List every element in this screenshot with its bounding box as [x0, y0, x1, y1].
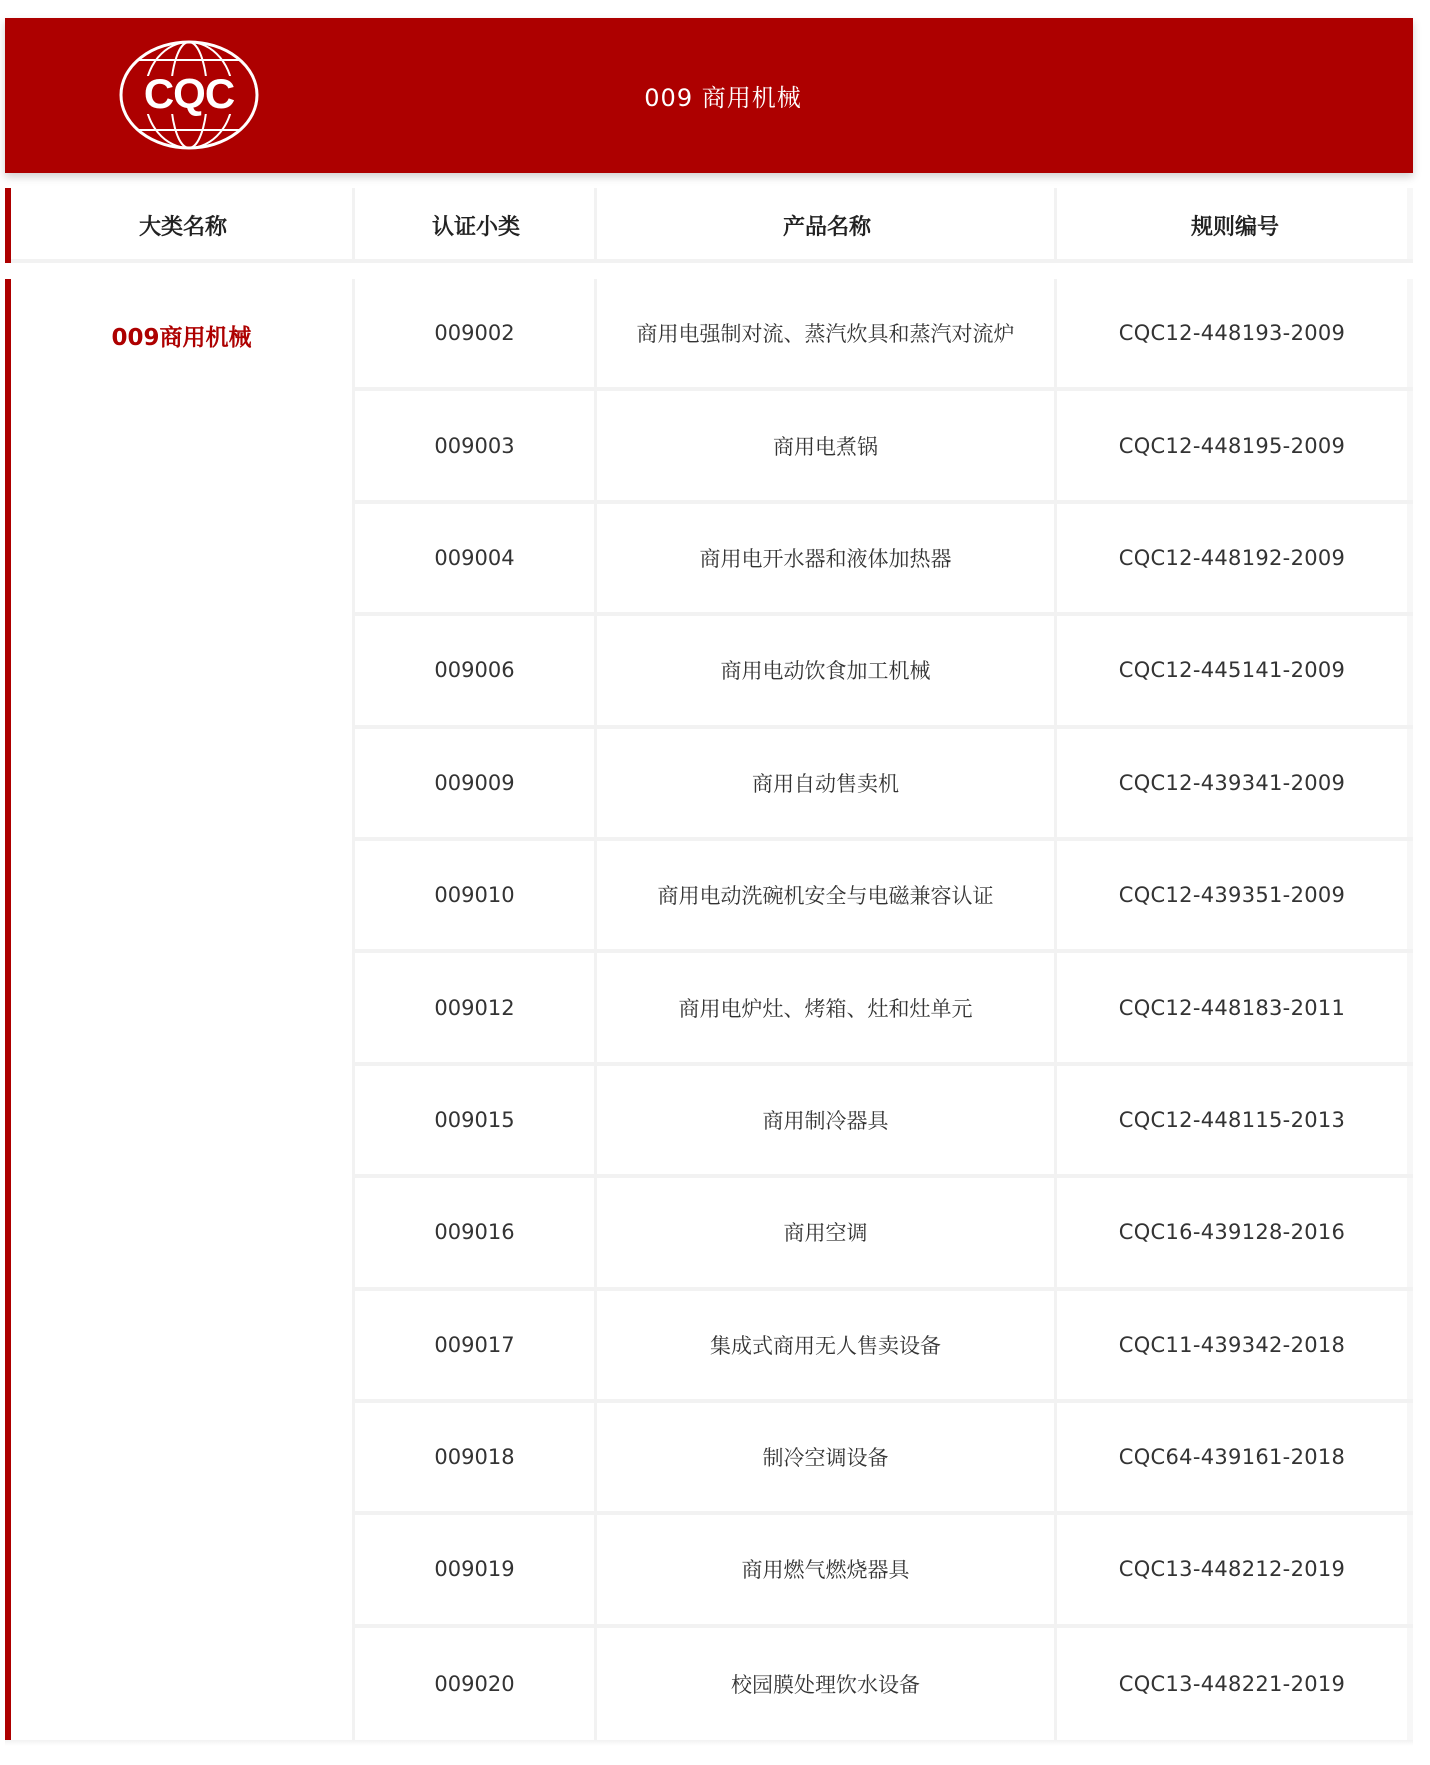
rule-number: CQC12-439341-2009	[1057, 729, 1413, 837]
rows-container	[355, 279, 1413, 1740]
table-row	[355, 1291, 1413, 1403]
header-category: 大类名称	[11, 188, 355, 263]
table-header	[5, 188, 1413, 263]
table-row	[355, 1403, 1413, 1515]
subcategory-code: 009009	[355, 729, 597, 837]
product-name: 商用电煮锅	[597, 391, 1057, 499]
product-name: 商用电开水器和液体加热器	[597, 504, 1057, 612]
product-name: 商用制冷器具	[597, 1066, 1057, 1174]
rule-number: CQC12-448183-2011	[1057, 953, 1413, 1061]
table-bottom-edge	[5, 1740, 1413, 1746]
svg-text:CQC: CQC	[143, 70, 235, 117]
product-name: 制冷空调设备	[597, 1403, 1057, 1511]
header-subcategory: 认证小类	[355, 188, 597, 263]
rule-number: CQC12-439351-2009	[1057, 841, 1413, 949]
rule-number: CQC12-448192-2009	[1057, 504, 1413, 612]
table-row	[355, 616, 1413, 728]
rule-number: CQC12-448115-2013	[1057, 1066, 1413, 1174]
rule-number: CQC13-448212-2019	[1057, 1515, 1413, 1623]
table-row	[355, 1628, 1413, 1740]
subcategory-code: 009015	[355, 1066, 597, 1174]
table-row	[355, 1066, 1413, 1178]
product-name: 商用电强制对流、蒸汽炊具和蒸汽对流炉	[597, 279, 1057, 387]
table-body	[5, 279, 1413, 1740]
rule-number: CQC12-448193-2009	[1057, 279, 1413, 387]
rule-number: CQC12-448195-2009	[1057, 391, 1413, 499]
subcategory-code: 009012	[355, 953, 597, 1061]
product-name: 商用空调	[597, 1178, 1057, 1286]
rule-number: CQC13-448221-2019	[1057, 1628, 1413, 1740]
product-name: 商用燃气燃烧器具	[597, 1515, 1057, 1623]
header-product-name: 产品名称	[597, 188, 1057, 263]
subcategory-code: 009004	[355, 504, 597, 612]
banner	[5, 18, 1413, 173]
rule-number: CQC12-445141-2009	[1057, 616, 1413, 724]
subcategory-code: 009018	[355, 1403, 597, 1511]
page-title: 009 商用机械	[644, 84, 802, 112]
subcategory-code: 009016	[355, 1178, 597, 1286]
rule-number: CQC11-439342-2018	[1057, 1291, 1413, 1399]
table-row	[355, 391, 1413, 503]
table-row	[355, 729, 1413, 841]
product-name: 商用电动洗碗机安全与电磁兼容认证	[597, 841, 1057, 949]
category-column	[11, 279, 355, 1740]
category-label: 009商用机械	[111, 325, 252, 351]
rule-number: CQC64-439161-2018	[1057, 1403, 1413, 1511]
subcategory-code: 009006	[355, 616, 597, 724]
subcategory-code: 009020	[355, 1628, 597, 1740]
product-name: 商用电炉灶、烤箱、灶和灶单元	[597, 953, 1057, 1061]
product-name: 校园膜处理饮水设备	[597, 1628, 1057, 1740]
subcategory-code: 009017	[355, 1291, 597, 1399]
rule-number: CQC16-439128-2016	[1057, 1178, 1413, 1286]
header-rule-number: 规则编号	[1057, 188, 1413, 263]
product-name: 商用电动饮食加工机械	[597, 616, 1057, 724]
table-row	[355, 953, 1413, 1065]
subcategory-code: 009002	[355, 279, 597, 387]
table-row	[355, 1515, 1413, 1627]
subcategory-code: 009010	[355, 841, 597, 949]
table-row	[355, 841, 1413, 953]
subcategory-code: 009019	[355, 1515, 597, 1623]
table-row	[355, 504, 1413, 616]
subcategory-code: 009003	[355, 391, 597, 499]
product-name: 集成式商用无人售卖设备	[597, 1291, 1057, 1399]
table-row	[355, 279, 1413, 391]
table-row	[355, 1178, 1413, 1290]
product-name: 商用自动售卖机	[597, 729, 1057, 837]
